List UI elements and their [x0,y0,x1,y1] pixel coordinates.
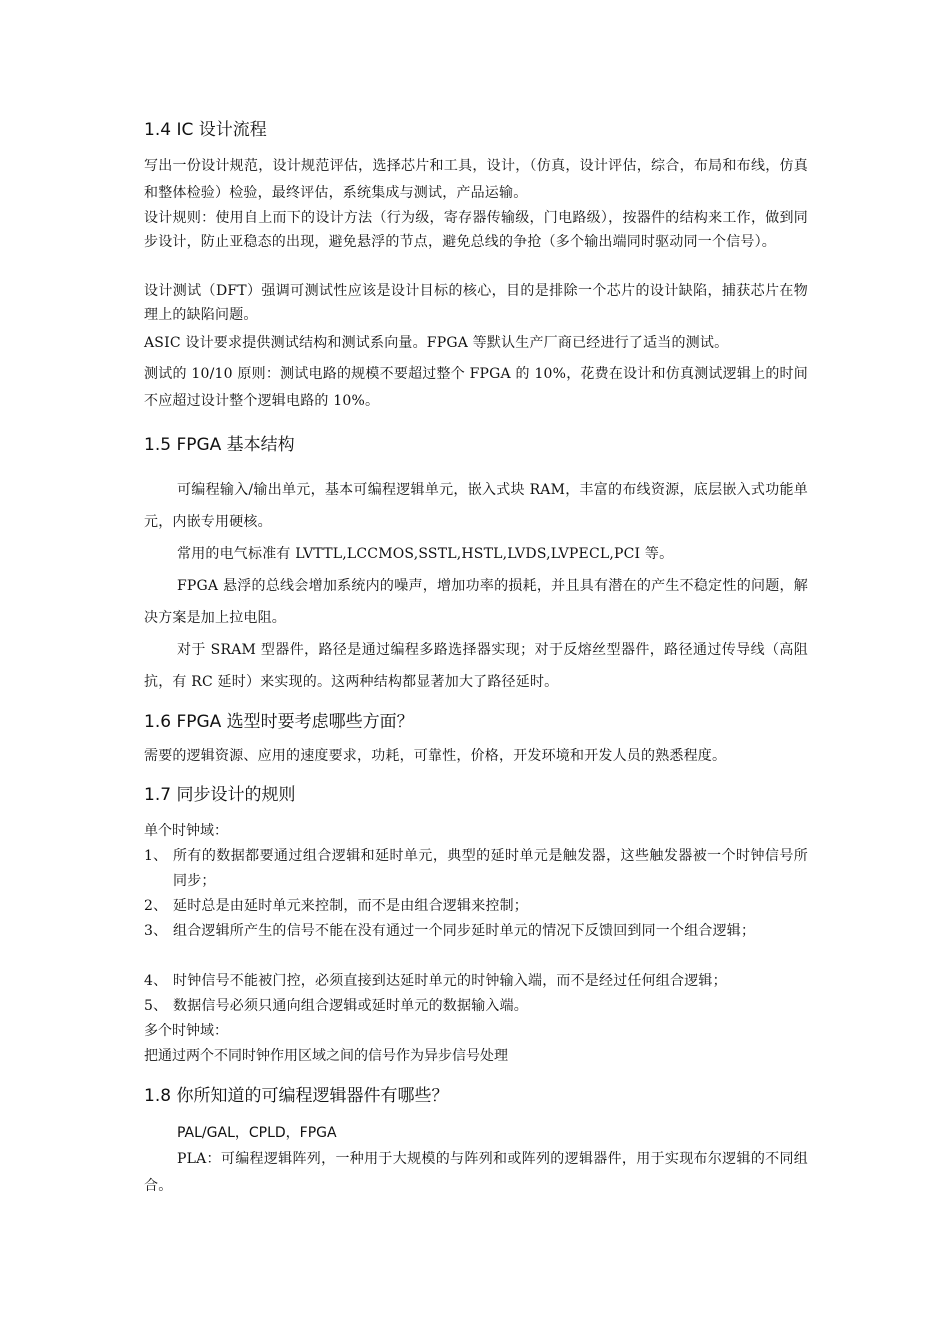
rule-item [144,994,808,1019]
paragraph-pla: PLA：可编程逻辑阵列，一种用于大规模的与阵列和或阵列的逻辑器件，用于实现布尔逻辑的不同组合。 [144,1151,808,1194]
paragraph-10-10-rule: 测试的 10/10 原则：测试电路的规模不要超过整个 FPGA 的 10%，花费在设计和仿真测试逻辑上的时间不应超过设计整个逻辑电路的 10%。 [144,366,808,409]
device-list: PAL/GAL，CPLD，FPGA [177,1125,337,1141]
multi-clock-label: 多个时钟域： [144,1023,228,1039]
paragraph-electrical-standards: 常用的电气标准有 LVTTL,LCCMOS,SSTL,HSTL,LVDS,LVPECL,PCI 等。 [177,546,674,562]
paragraph-selection-criteria: 需要的逻辑资源、应用的速度要求，功耗，可靠性，价格，开发环境和开发人员的熟悉程度。 [144,748,727,764]
section-heading-1-7: 1.7 同步设计的规则 [144,785,296,805]
paragraph-asic-test: ASIC 设计要求提供测试结构和测试系向量。FPGA 等默认生产厂商已经进行了适当的测试。 [144,335,729,351]
rule-item [144,969,808,994]
rule-number: 4、 [144,973,168,989]
rule-item [144,844,808,894]
rule-text: 组合逻辑所产生的信号不能在没有通过一个同步延时单元的情况下反馈回到同一个组合逻辑； [173,923,756,939]
rule-item [144,919,808,944]
paragraph-fpga-structure: 可编程输入/输出单元，基本可编程逻辑单元，嵌入式块 RAM，丰富的布线资源，底层嵌入式功能单元，内嵌专用硬核。 [144,482,808,530]
section-heading-1-8: 1.8 你所知道的可编程逻辑器件有哪些？ [144,1086,449,1106]
paragraph-dft: 设计测试（DFT）强调可测试性应该是设计目标的核心，目的是排除一个芯片的设计缺陷，捕获芯片在物理上的缺陷问题。 [144,283,808,323]
paragraph-design-flow: 写出一份设计规范，设计规范评估，选择芯片和工具，设计，（仿真，设计评估，综合，布局和布线，仿真和整体检验）检验，最终评估，系统集成与测试，产品运输。 [144,158,808,201]
paragraph-floating-bus: FPGA 悬浮的总线会增加系统内的噪声，增加功率的损耗，并且具有潜在的产生不稳定性的问题，解决方案是加上拉电阻。 [144,578,808,626]
paragraph-design-rules: 设计规则：使用自上而下的设计方法（行为级，寄存器传输级，门电路级），按器件的结构来工作，做到同步设计，防止亚稳态的出现，避免悬浮的节点，避免总线的争抢（多个输出端同时驱动同一个信号）。 [144,210,808,250]
rule-text: 所有的数据都要通过组合逻辑和延时单元，典型的延时单元是触发器，这些触发器被一个时钟信号所同步； [173,848,808,889]
section-heading-1-4: 1.4 IC 设计流程 [144,120,267,140]
rule-text: 时钟信号不能被门控，必须直接到达延时单元的时钟输入端，而不是经过任何组合逻辑； [173,973,727,989]
rule-number: 3、 [144,923,168,939]
rule-number: 1、 [144,848,168,864]
rule-text: 延时总是由延时单元来控制，而不是由组合逻辑来控制； [173,898,528,914]
section-heading-1-6: 1.6 FPGA 选型时要考虑哪些方面？ [144,712,414,732]
multi-clock-text: 把通过两个不同时钟作用区域之间的信号作为异步信号处理 [144,1048,508,1064]
rule-number: 5、 [144,998,168,1014]
rule-number: 2、 [144,898,168,914]
rule-text: 数据信号必须只通向组合逻辑或延时单元的数据输入端。 [173,998,528,1014]
rule-item [144,894,808,919]
section-heading-1-5: 1.5 FPGA 基本结构 [144,435,295,455]
single-clock-label: 单个时钟域： [144,823,228,839]
paragraph-routing-delay: 对于 SRAM 型器件，路径是通过编程多路选择器实现；对于反熔丝型器件，路径通过传导线（高阻抗，有 RC 延时）来实现的。这两种结构都显著加大了路径延时。 [144,642,808,690]
